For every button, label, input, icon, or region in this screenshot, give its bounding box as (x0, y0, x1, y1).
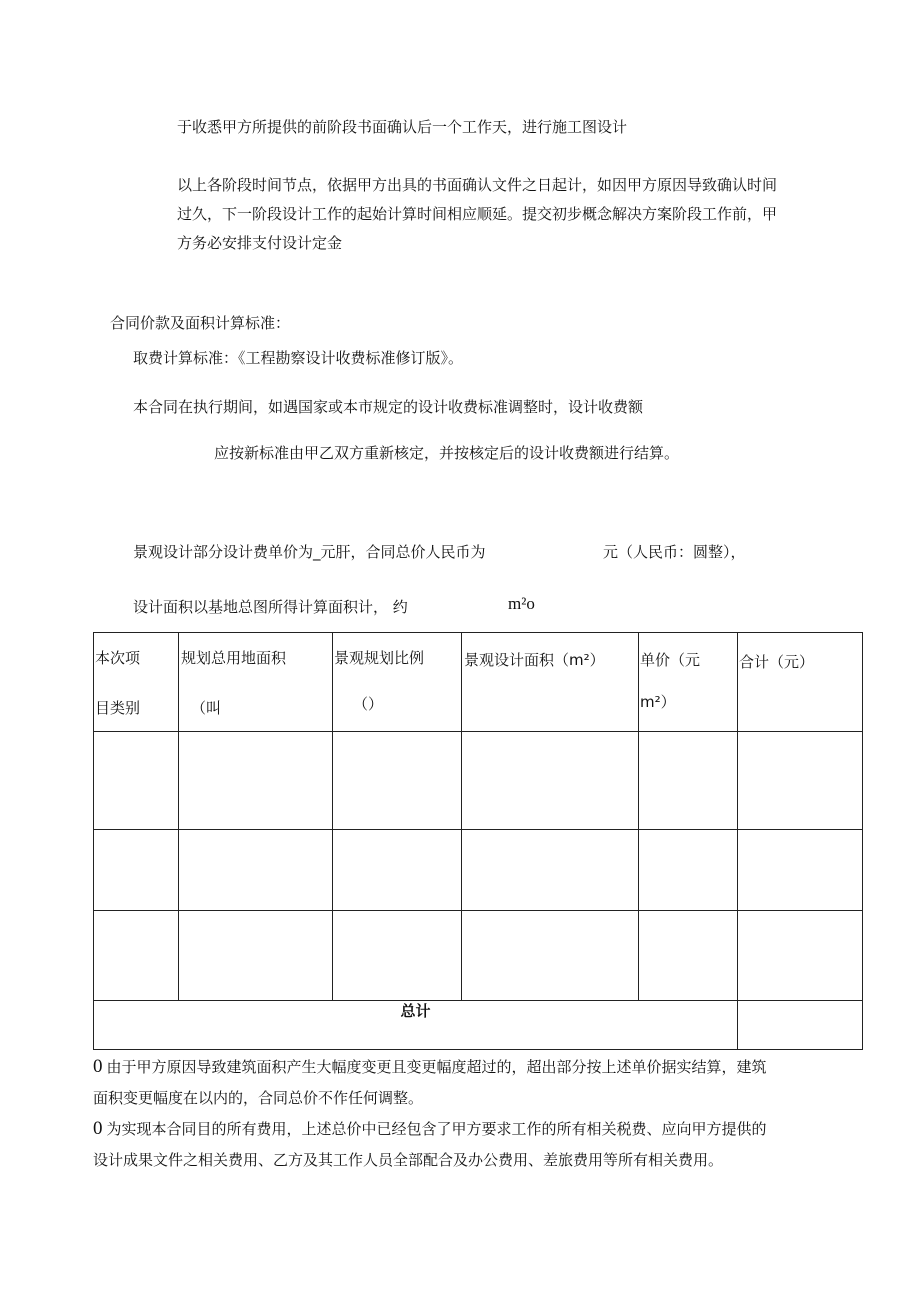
table-row (94, 911, 863, 1001)
header-project-category-line-2: 目类别 (95, 699, 141, 717)
header-total-land-area-line-1: 规划总用地面积 (181, 649, 287, 667)
table-cell (639, 830, 738, 911)
header-unit-price-line-1: 单价（元 (640, 651, 701, 669)
table-cell (333, 732, 462, 830)
header-total-land-area-line-2: （叫 (191, 699, 222, 717)
adjustment-line-2: 应按新标准由甲乙双方重新核定，并按核定后的设计收费额进行结算。 (214, 444, 680, 462)
table-total-row (94, 1001, 863, 1050)
table-cell (639, 732, 738, 830)
table-cell (94, 911, 179, 1001)
schedule-paragraph: 于收悉甲方所提供的前阶段书面确认后一个工作天，进行施工图设计 (177, 118, 628, 136)
table-cell (94, 830, 179, 911)
header-project-category-line-1: 本次项 (95, 649, 141, 667)
note-1-text: 由于甲方原因导致建筑面积产生大幅度变更且变更幅度超过的，超出部分按上述单价据实结算，建筑 (106, 1058, 767, 1076)
note-1-line-2: 面积变更幅度在以内的，合同总价不作任何调整。 (93, 1089, 424, 1107)
table-row (94, 830, 863, 911)
table-cell (179, 911, 333, 1001)
header-subtotal-label: 合计（元） (739, 653, 815, 671)
unit-price-line: 景观设计部分设计费单价为_元肝，合同总价人民币为 (133, 543, 486, 561)
note-2-marker: 0 (93, 1118, 103, 1139)
table-cell (462, 732, 639, 830)
adjustment-line-1: 本合同在执行期间，如遇国家或本市规定的设计收费标准调整时，设计收费额 (133, 398, 644, 416)
timing-paragraph-line-1: 以上各阶段时间节点，依据甲方出具的书面确认文件之日起计，如因甲方原因导致确认时间 (177, 176, 778, 194)
note-1-line-1 (93, 1052, 767, 1082)
table-cell (738, 732, 863, 830)
total-value-cell (738, 1001, 863, 1050)
table-cell (94, 732, 179, 830)
table-cell (738, 911, 863, 1001)
total-label: 总计 (94, 1001, 738, 1050)
header-unit-price-line-2: m²） (640, 693, 676, 711)
header-landscape-ratio (333, 633, 462, 732)
table-cell (179, 830, 333, 911)
area-unit: m²o (508, 594, 535, 613)
table-cell (639, 911, 738, 1001)
table-row (94, 732, 863, 830)
note-2-line-1 (93, 1114, 767, 1144)
header-landscape-design-area-label: 景观设计面积（m²） (464, 651, 605, 669)
header-project-category (94, 633, 179, 732)
table-cell (179, 732, 333, 830)
header-landscape-design-area (462, 633, 639, 732)
header-total-land-area (179, 633, 333, 732)
section-heading: 合同价款及面积计算标准： (110, 314, 291, 332)
header-landscape-ratio-line-1: 景观规划比例 (334, 649, 425, 667)
note-1-marker: 0 (93, 1056, 103, 1077)
table-cell (462, 830, 639, 911)
table-cell (333, 830, 462, 911)
table-cell (738, 830, 863, 911)
fee-standard-line: 取费计算标准：《工程勘察设计收费标准修订版》。 (133, 349, 464, 367)
table-header-row (94, 633, 863, 732)
note-2-text: 为实现本合同目的所有费用，上述总价中已经包含了甲方要求工作的所有相关税费、应向甲方提供的 (106, 1120, 767, 1138)
table-cell (462, 911, 639, 1001)
fee-table (93, 632, 863, 1050)
timing-paragraph-line-3: 方务必安排支付设计定金 (177, 234, 343, 252)
total-price-suffix: 元（人民币：圆整）， (603, 543, 746, 561)
area-line: 设计面积以基地总图所得计算面积计， 约 (133, 598, 408, 616)
note-2-line-2: 设计成果文件之相关费用、乙方及其工作人员全部配合及办公费用、差旅费用等所有相关费用。 (93, 1151, 724, 1169)
timing-paragraph-line-2: 过久，下一阶段设计工作的起始计算时间相应顺延。提交初步概念解决方案阶段工作前，甲 (177, 205, 778, 223)
table-cell (333, 911, 462, 1001)
header-landscape-ratio-line-2: （） (353, 695, 384, 713)
header-unit-price (639, 633, 738, 732)
header-subtotal (738, 633, 863, 732)
